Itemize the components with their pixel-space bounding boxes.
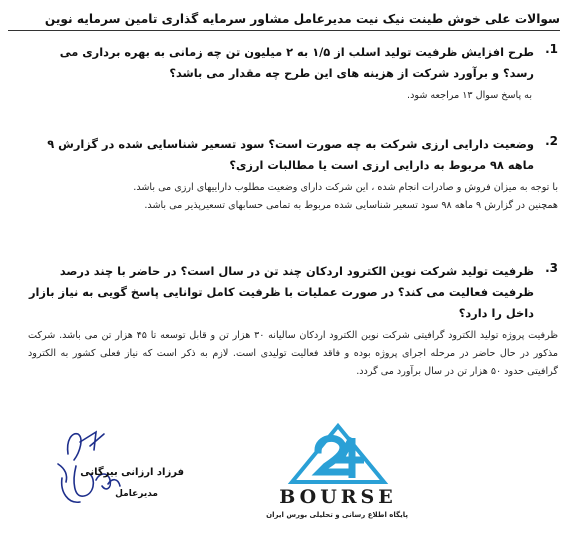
question-block-1 xyxy=(28,42,558,105)
answer-paragraph: همچنین در گزارش ۹ ماهه ۹۸ سود تسعیر شناسایی شده مربوط به تمامی حسابهای تسعیرپذیر می باشد. xyxy=(144,200,558,211)
answer-paragraph: به پاسخ سوال ۱۳ مراجعه شود. xyxy=(407,90,532,101)
logo-tagline: پایگاه اطلاع رسانی و تحلیلی بورس ایران xyxy=(266,511,408,519)
answer-text xyxy=(28,87,558,105)
bourse-logo xyxy=(268,420,408,548)
page-heading: سوالات علی خوش طینت نیک نیت مدیرعامل مشاور سرمایه گذاری تامین سرمایه نوین xyxy=(8,12,560,31)
question-block-2 xyxy=(28,134,558,215)
signatory-title: مدیرعامل xyxy=(115,489,158,499)
question-text: طرح افزایش ظرفیت تولید اسلب از ۱/۵ به ۲ میلیون تن چه زمانی به بهره برداری می رسد؟ و برآورد شرکت از هزینه های این طرح چه مقدار می باشد؟ xyxy=(59,45,534,80)
question-number: 1. xyxy=(545,42,558,56)
answer-paragraph: ظرفیت پروژه تولید الکترود گرافیتی شرکت نوین الکترود اردکان سالیانه ۳۰ هزار تن و قابل توسعه تا ۴۵ هزار تن می باشد. شرکت مذکور در حال حاضر در مرحله اجرای پروژه بوده و فاقد فعالیت تولیدی است. لازم به ذکر است که نیاز فعلی کشور به الکترود گرافیتی حدود ۵۰ هزار تن در سال برآورد می گردد. xyxy=(28,330,559,377)
question-text: ظرفیت تولید شرکت نوین الکترود اردکان چند تن در سال است؟ در حاضر با چند درصد ظرفیت فعالیت می کند؟ در صورت عملیات با ظرفیت کامل توانایی پاسخ گویی به نیاز بازار داخل را دارد؟ xyxy=(28,264,534,320)
answer-text xyxy=(28,327,558,381)
question-text: وضعیت دارایی ارزی شرکت به چه صورت است؟ سود تسعیر شناسایی شده در گزارش ۹ ماهه ۹۸ مربوط به دارایی ارزی است یا مطالبات ارزی؟ xyxy=(47,137,534,172)
bourse-logo-mark-icon xyxy=(268,420,408,490)
logo-wordmark: BOURSE xyxy=(279,486,397,508)
signatory-name: فرزاد ارزانی بیرگانی xyxy=(80,467,184,478)
question-block-3 xyxy=(28,261,558,381)
question-number: 3. xyxy=(545,261,558,275)
answer-paragraph: با توجه به میزان فروش و صادرات انجام شده ، این شرکت دارای وضعیت مطلوب داراییهای ارزی می باشد. xyxy=(133,182,558,193)
answer-text xyxy=(28,179,558,215)
question-number: 2. xyxy=(545,134,558,148)
